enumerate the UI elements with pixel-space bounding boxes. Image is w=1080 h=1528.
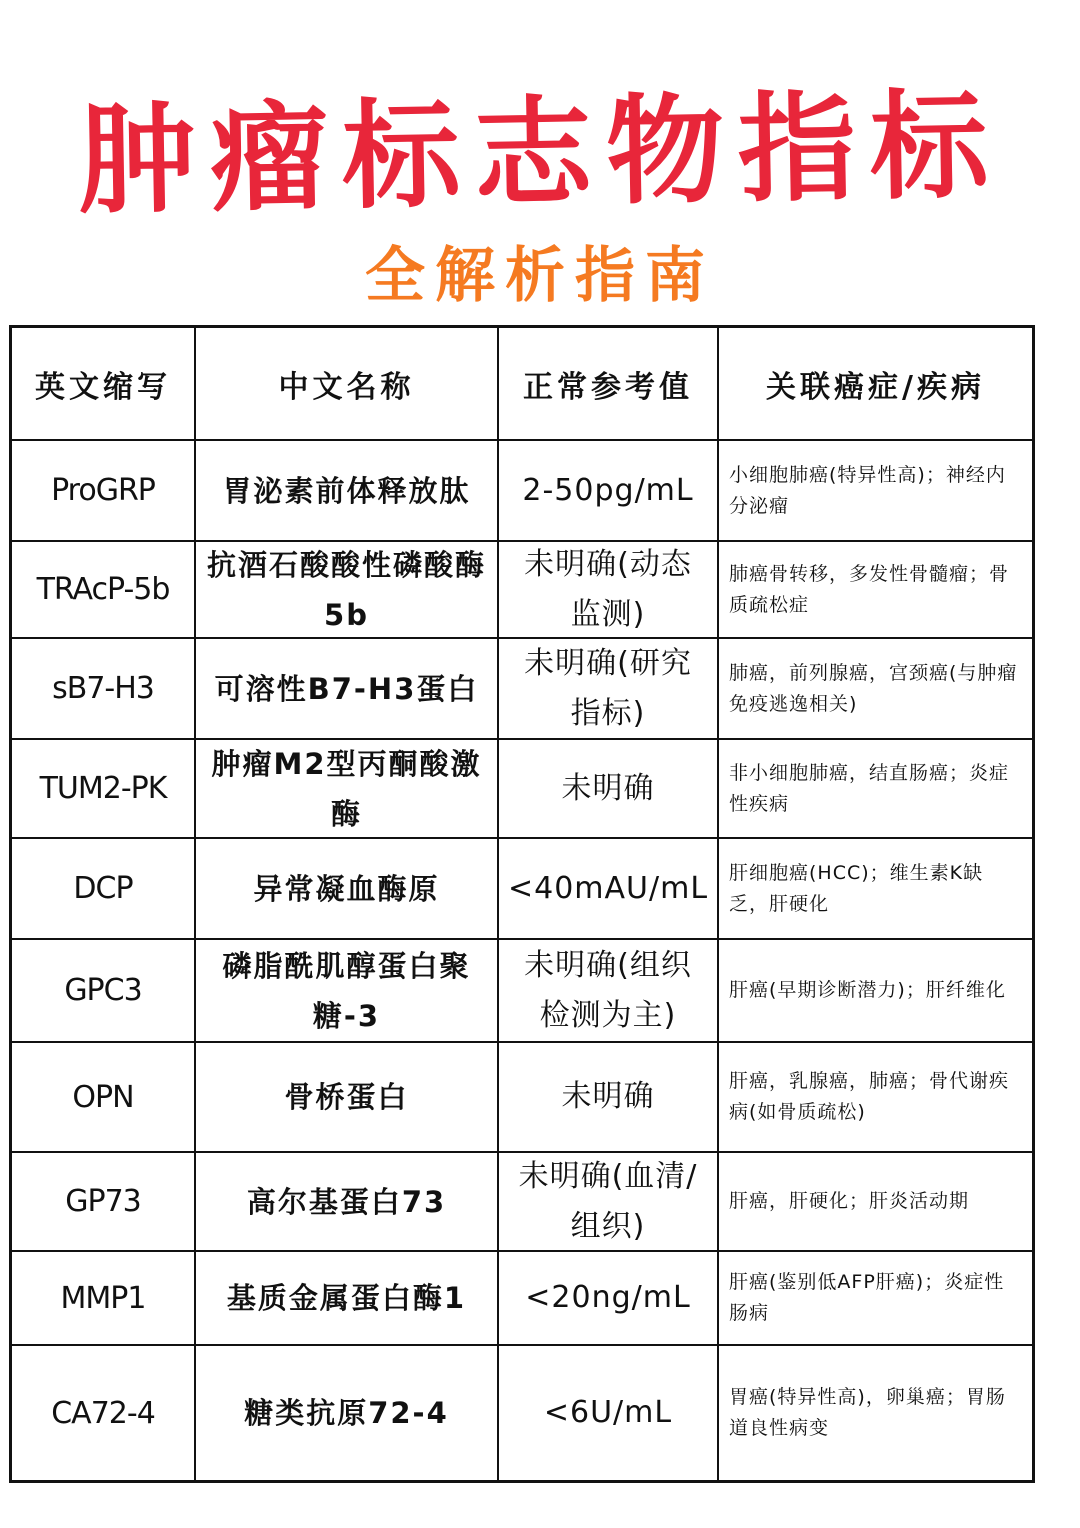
marker-table: [9, 325, 1035, 1483]
ref-cell: <20ng/mL: [499, 1252, 719, 1344]
table-row: [12, 1153, 1032, 1252]
ref-cell: 未明确(组织检测为主): [499, 940, 719, 1041]
ref-cell: 未明确(动态监测): [499, 542, 719, 637]
name-cell: 磷脂酰肌醇蛋白聚糖-3: [196, 940, 499, 1041]
related-cell: 肝癌，乳腺癌，肺癌；骨代谢疾病(如骨质疏松): [729, 1070, 1010, 1123]
abbr-cell: OPN: [12, 1043, 196, 1151]
table-row: [12, 740, 1032, 839]
abbr-cell: TUM2-PK: [12, 740, 196, 837]
name-cell: 高尔基蛋白73: [196, 1153, 499, 1250]
name-cell: 基质金属蛋白酶1: [196, 1252, 499, 1344]
abbr-cell: TRAcP-5b: [12, 542, 196, 637]
page-title: 肿瘤标志物指标: [76, 75, 1004, 231]
name-cell: 抗酒石酸酸性磷酸酶5b: [196, 542, 499, 637]
ref-cell: 未明确: [499, 1043, 719, 1151]
table-row: [12, 839, 1032, 940]
table-row: [12, 1252, 1032, 1346]
ref-cell: 2-50pg/mL: [499, 441, 719, 540]
header-abbr: 英文缩写: [12, 328, 196, 439]
related-cell: 肝细胞癌(HCC)；维生素K缺乏，肝硬化: [729, 861, 984, 915]
abbr-cell: CA72-4: [12, 1346, 196, 1480]
table-row: [12, 542, 1032, 639]
abbr-cell: ProGRP: [12, 441, 196, 540]
header-related: 关联癌症/疾病: [766, 369, 985, 405]
related-cell: 肺癌骨转移，多发性骨髓瘤；骨质疏松症: [729, 562, 1010, 616]
related-cell: 胃癌(特异性高)，卵巢癌；胃肠道良性病变: [729, 1386, 1006, 1439]
ref-cell: 未明确(血清/组织): [499, 1153, 719, 1250]
name-cell: 糖类抗原72-4: [196, 1346, 499, 1480]
name-cell: 骨桥蛋白: [196, 1043, 499, 1151]
name-cell: 胃泌素前体释放肽: [196, 441, 499, 540]
related-cell: 非小细胞肺癌，结直肠癌；炎症性疾病: [729, 761, 1010, 815]
ref-cell: <40mAU/mL: [499, 839, 719, 938]
related-cell: 肺癌，前列腺癌，宫颈癌(与肿瘤免疫逃逸相关): [729, 661, 1018, 715]
abbr-cell: GPC3: [12, 940, 196, 1041]
abbr-cell: sB7-H3: [12, 639, 196, 738]
related-cell: 肝癌(鉴别低AFP肝癌)；炎症性肠病: [729, 1271, 1005, 1324]
table-row: [12, 639, 1032, 740]
header-name: 中文名称: [196, 328, 499, 439]
name-cell: 异常凝血酶原: [196, 839, 499, 938]
table-row: [12, 940, 1032, 1043]
table-header-row: [12, 328, 1032, 441]
page-subtitle: 全解析指南: [365, 241, 715, 311]
abbr-cell: GP73: [12, 1153, 196, 1250]
abbr-cell: MMP1: [12, 1252, 196, 1344]
table-row: [12, 441, 1032, 542]
name-cell: 肿瘤M2型丙酮酸激酶: [196, 740, 499, 837]
related-cell: 肝癌，肝硬化；肝炎活动期: [729, 1190, 970, 1212]
related-cell: 肝癌(早期诊断潜力)；肝纤维化: [729, 979, 1006, 1001]
name-cell: 可溶性B7-H3蛋白: [196, 639, 499, 738]
table-row: [12, 1043, 1032, 1153]
related-cell: 小细胞肺癌(特异性高)；神经内分泌瘤: [729, 463, 1006, 517]
ref-cell: 未明确: [499, 740, 719, 837]
ref-cell: 未明确(研究指标): [499, 639, 719, 738]
header-ref: 正常参考值: [499, 328, 719, 439]
ref-cell: <6U/mL: [499, 1346, 719, 1480]
table-row: [12, 1346, 1032, 1480]
abbr-cell: DCP: [12, 839, 196, 938]
